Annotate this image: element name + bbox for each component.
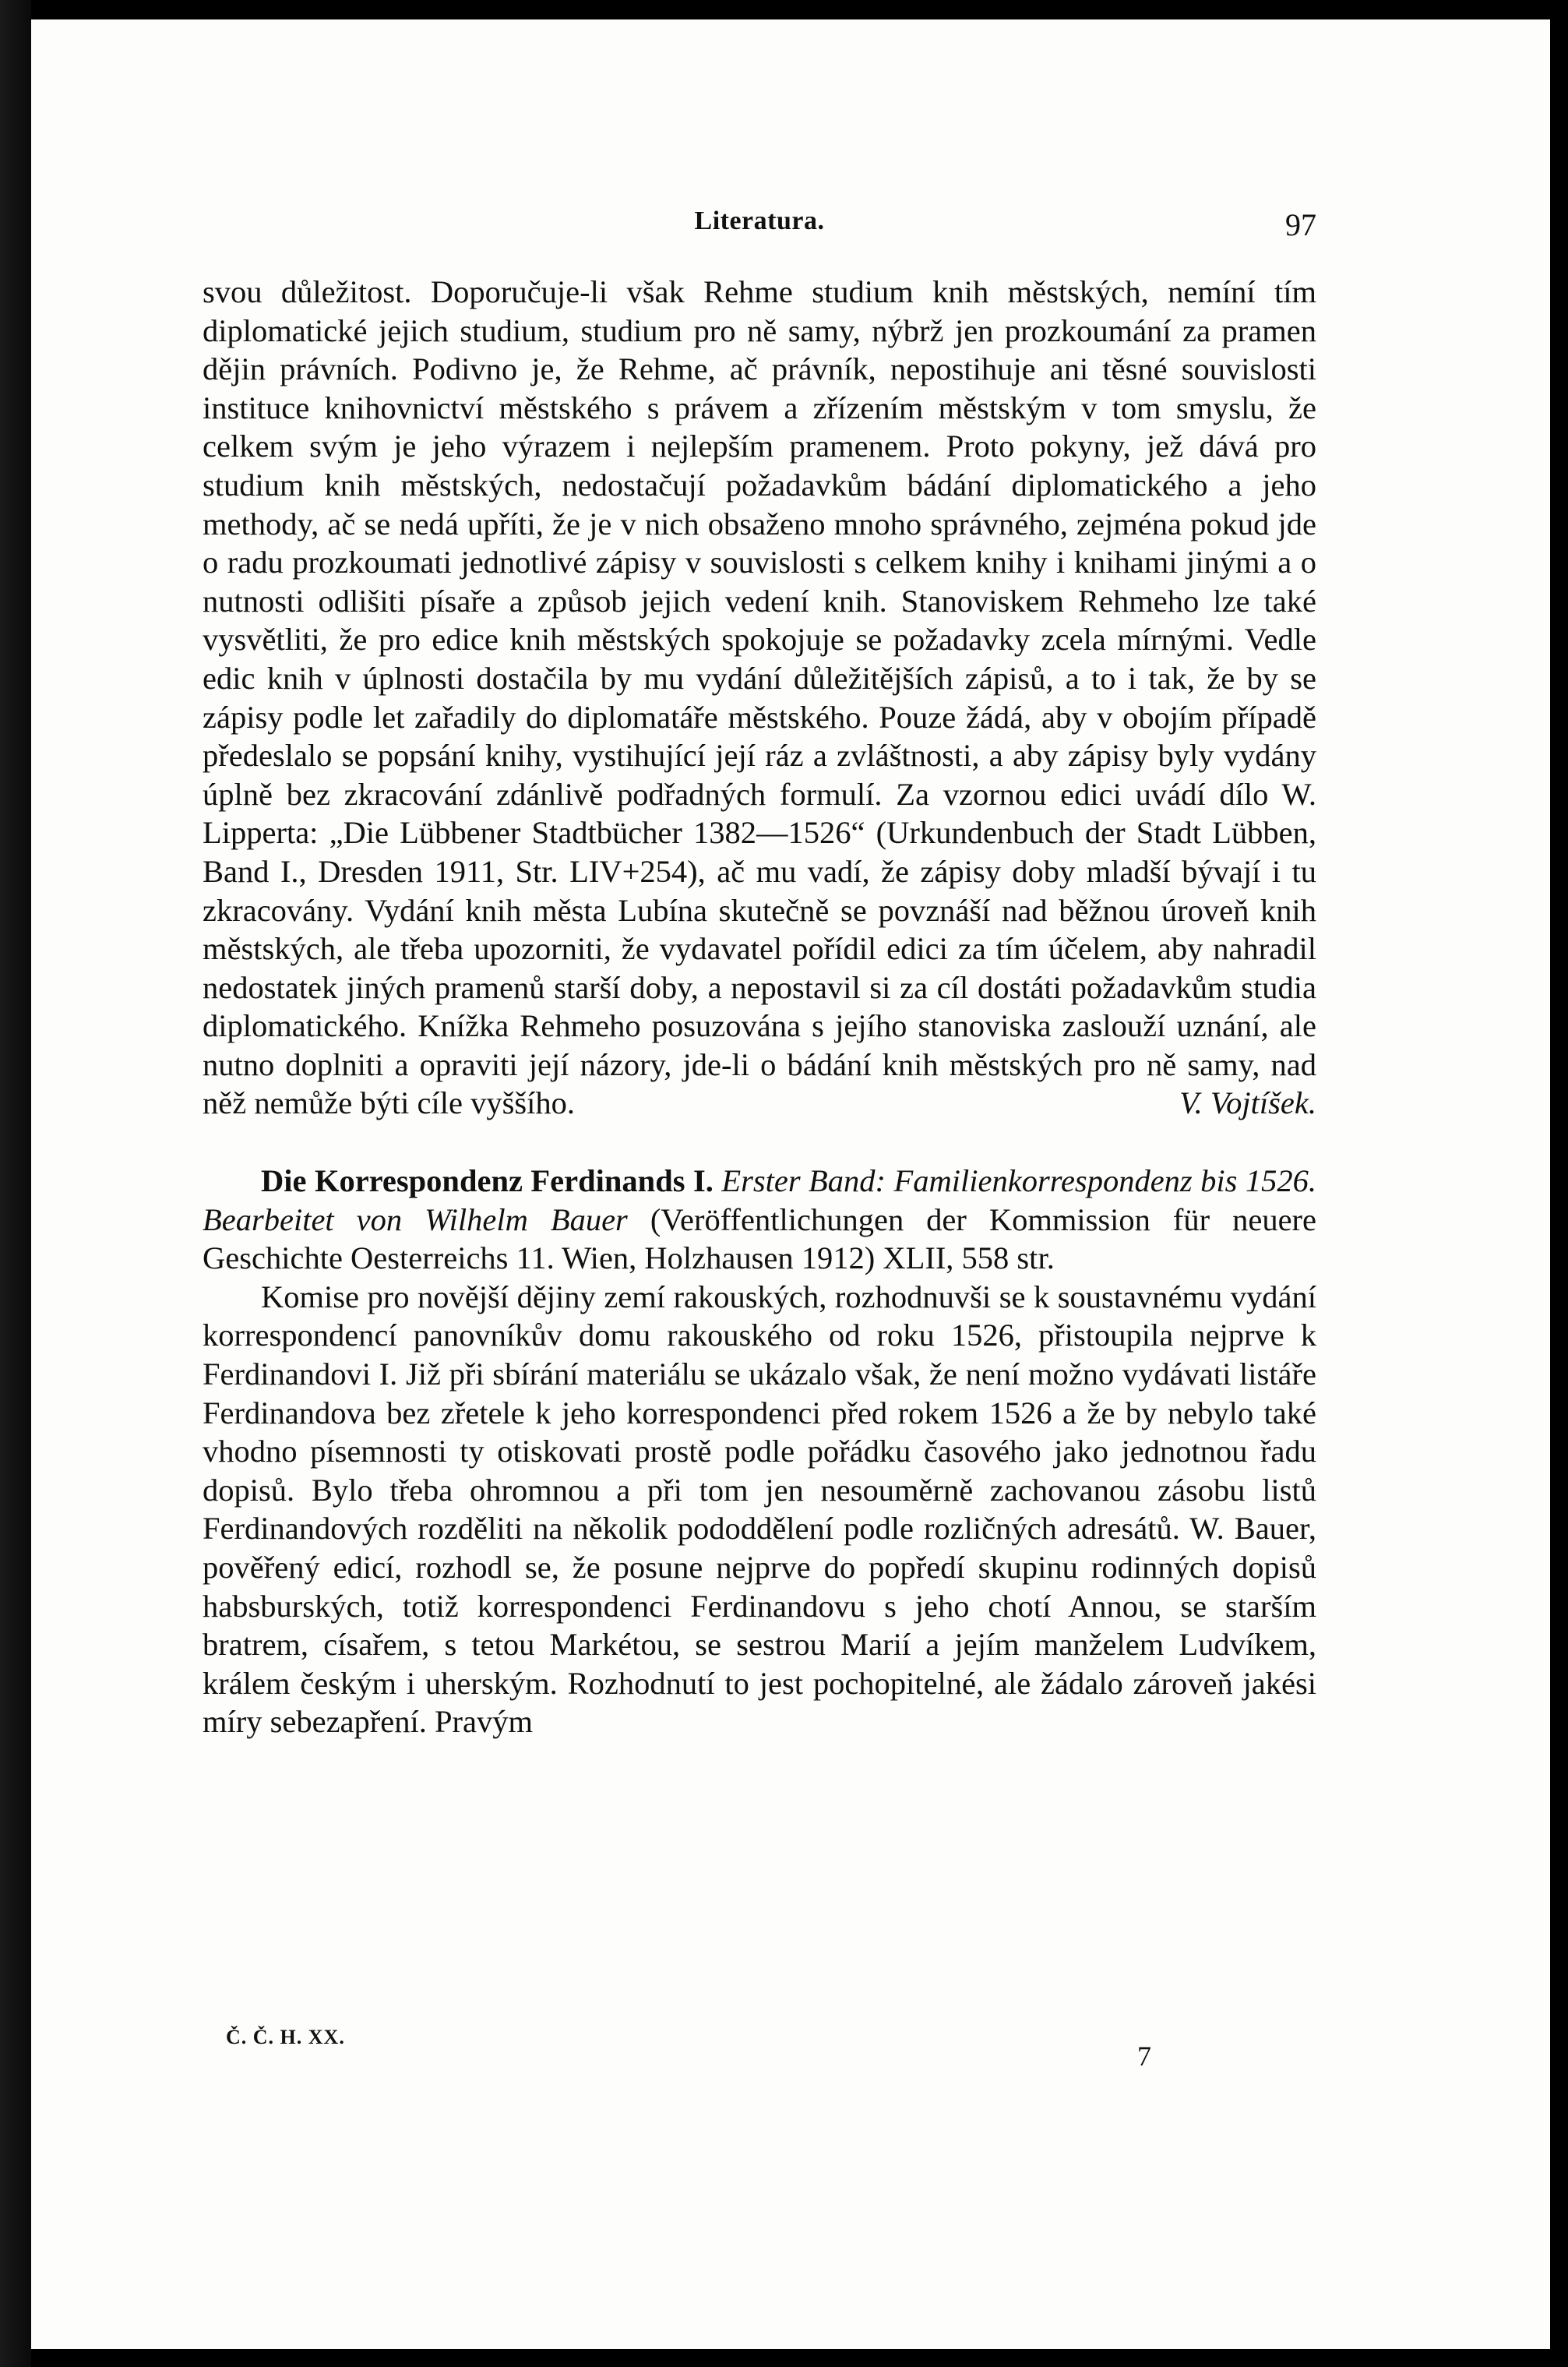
page-number: 97 [1285,207,1316,242]
publication-info: (Veröffentlichungen der Kommission für neuere Geschichte Oesterreichs 11. Wien, Holzhausen 1912) XLII, 558 str. [203,1201,1317,1276]
signature-mark: Č. Č. H. XX. [226,2026,345,2048]
review-entry [203,1162,1316,1741]
book-title: Die Korrespondenz Ferdinands I. [261,1163,714,1199]
main-text [203,273,1316,1741]
review-body: Komise pro novější dějiny zemí rakouských, rozhodnuvši se k soustavnému vydání korrespondencí panovníkův domu rakouského od roku 1526, přistoupila nejprve k Ferdinandovi I. Již při sbírání materiálu se ukázalo však, že není možno vydávati listáře Ferdinandova bez zřetele k jeho korrespondenci před rokem 1526 a že by nebylo také vhodno písemnosti ty otiskovati prostě podle pořádku časového jako jednotnou řadu dopisů. Bylo třeba ohromnou a při tom jen nesouměrně zachovanou zásobu listů Ferdinandových rozděliti na několik pododdělení podle rozličných adresátů. W. Bauer, pověřený edicí, rozhodl se, že posune nejprve do popředí skupinu rodinných dopisů habsburských, totiž korrespondenci Ferdinandovu s jeho chotí Annou, se starším bratrem, císařem, s tetou Markétou, se sestrou Marií a jejím manželem Ludvíkem, králem českým i uherským. Rozhodnutí to jest pochopitelné, ale žádalo zároveň jakési míry sebezapření. Pravým [203,1279,1316,1740]
book-gutter-edge [0,0,31,2367]
review-text: svou důležitost. Doporučuje-li však Rehme studium knih městských, nemíní tím diplomatické jejich studium, studium pro ně samy, nýbrž jen prozkoumání za pramen dějin právních. Podivno je, že Rehme, ač právník, nepostihuje ani těsné souvislosti instituce knihovnictví městského s právem a zřízením městským v tom smyslu, že celkem svým je jeho výrazem i nejlepším pramenem. Proto pokyny, jež dává pro studium knih městských, nedostačují požadavkům bádání diplomatického a jeho methody, ač se nedá upříti, že je v nich obsaženo mnoho správného, zejména pokud jde o radu prozkoumati jednotlivé zápisy v souvislosti s celkem knihy i knihami jinými a o nutnosti odlišiti písaře a způsob jejich vedení knih. Stanoviskem Rehmeho lze také vysvětliti, že pro edice knih městských spokojuje se požadavky zcela mírnými. Vedle edic knih v úplnosti dostačila by mu vydání důležitějších zápisů, a to i tak, že by se zápisy podle let zařadily do diplomatáře městského. Pouze žádá, aby v obojím případě předeslalo se popsání knihy, vystihující její ráz a zvláštnosti, a aby zápisy byly vydány úplně bez zkracování zdánlivě podřadných formulí. Za vzornou edici uvádí dílo W. Lipperta: „Die Lübbener Stadtbücher 1382—1526“ (Urkundenbuch der Stadt Lübben, Band I., Dresden 1911, Str. LIV+254), ač mu vadí, že zápisy doby mladší bývají i tu zkracovány. Vydání knih města Lubína skutečně se povznáší nad běžnou úroveň knih městských, ale třeba upozorniti, že vydavatel pořídil edici za tím účelem, aby nahradil nedostatek jiných pramenů starší doby, a nepostavil si za cíl dostáti požadavkům studia diplomatického. Knížka Rehmeho posuzována s jejího stanoviska zaslouží uznání, ale nutno doplniti a opraviti její názory, jde-li o bádání knih městských pro ně samy, nad něž nemůže býti cíle vyššího. [203,274,1316,1121]
page-footer [203,2026,1316,2088]
book-subtitle: Erster Band: Familienkorrespondenz bis 1526. Bearbeitet von Wilhelm Bauer [203,1163,1317,1237]
review-paragraph [203,273,1316,1123]
sheet-number: 7 [1137,2041,1151,2072]
reviewer-signature: V. Vojtíšek. [1179,1085,1316,1121]
bibliographic-heading [203,1162,1316,1278]
book-page [31,19,1550,2349]
page-header [203,206,1316,253]
running-head: Literatura. [694,206,825,235]
